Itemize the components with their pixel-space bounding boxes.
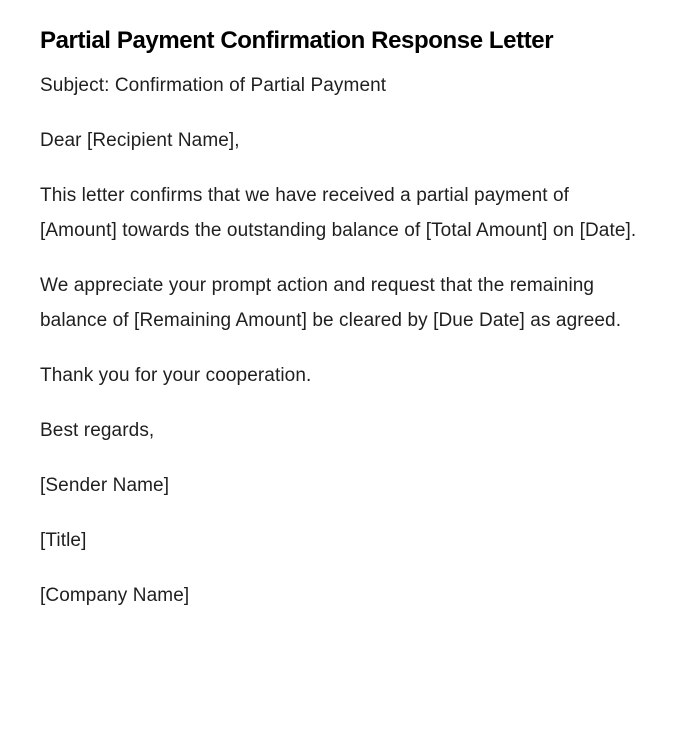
closing: Best regards, xyxy=(40,420,155,441)
body-paragraph-thanks: Thank you for your cooperation. xyxy=(40,365,312,386)
signature-company-name: [Company Name] xyxy=(40,585,190,606)
body-paragraph-confirmation: This letter confirms that we have received a partial payment of [Amount] towards the outstanding balance of [Total Amount] on [Date]. xyxy=(40,185,637,241)
subject-line: Subject: Confirmation of Partial Payment xyxy=(40,75,387,96)
body-paragraph-remaining-balance: We appreciate your prompt action and request that the remaining balance of [Remaining Amount] be cleared by [Due Date] as agreed. xyxy=(40,275,622,331)
signature-title: [Title] xyxy=(40,530,87,551)
document-title: Partial Payment Confirmation Response Letter xyxy=(40,27,554,54)
salutation: Dear [Recipient Name], xyxy=(40,130,240,151)
signature-sender-name: [Sender Name] xyxy=(40,475,170,496)
